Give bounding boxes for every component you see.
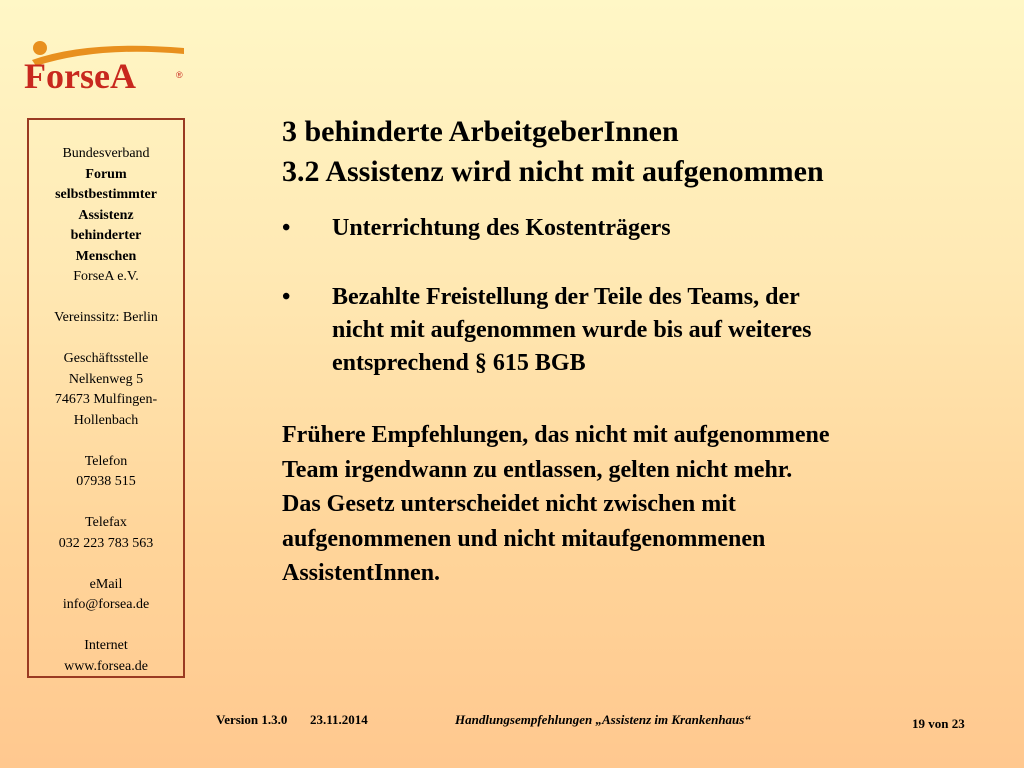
sidebar-line-phone: 07938 515 [76, 474, 136, 489]
sidebar-line-disabled: behinderter [70, 228, 142, 243]
sidebar-line-self-determined: selbstbestimmter [55, 187, 157, 202]
bullet-text: nicht mit aufgenommen wurde bis auf weiteres [332, 317, 812, 343]
sidebar-line-fax-label: Telefax [85, 515, 127, 530]
paragraph-line: Team irgendwann zu entlassen, gelten nicht mehr. [282, 456, 793, 483]
registered-mark: ® [176, 70, 183, 80]
bullet-dot: • [282, 284, 291, 310]
bullet-text: Bezahlte Freistellung der Teile des Teams, der [332, 284, 800, 310]
bullet-item [282, 281, 1002, 380]
sidebar-line-org-name: ForseA e.V. [73, 269, 139, 284]
paragraph-line: aufgenommenen und nicht mitaufgenommenen [282, 525, 766, 552]
sidebar-line-people: Menschen [75, 248, 137, 264]
slide-title [282, 112, 1002, 192]
sidebar-line-seat: Vereinssitz: Berlin [54, 310, 158, 325]
paragraph-line: Das Gesetz unterscheidet nicht zwischen mit [282, 491, 736, 517]
sidebar-line-email[interactable]: info@forsea.de [62, 597, 150, 612]
sidebar-line-forum: Forum [85, 166, 127, 182]
bullet-text: Unterrichtung des Kostenträgers [332, 215, 671, 241]
paragraph-line: Frühere Empfehlungen, das nicht mit aufgenommene [282, 422, 830, 448]
sidebar-line-assistance: Assistenz [78, 207, 134, 223]
sidebar-line-district: Hollenbach [73, 412, 139, 428]
paragraph-line: AssistentInnen. [282, 560, 441, 586]
bullet-item [282, 212, 1002, 245]
bullet-list [282, 212, 1002, 380]
page-number: 19 von 23 [912, 716, 965, 731]
logo-wordmark: ForseA [24, 56, 136, 96]
title-line-1: 3 behinderte ArbeitgeberInnen [282, 115, 679, 148]
sidebar-line-website[interactable]: www.forsea.de [64, 658, 148, 674]
body-paragraph [282, 418, 1002, 591]
bullet-text: entsprechend § 615 BGB [332, 350, 586, 376]
sidebar-line-fax: 032 223 783 563 [58, 535, 154, 551]
footer-date: 23.11.2014 [310, 712, 368, 727]
footer-version: Version 1.3.0 [216, 712, 288, 727]
sidebar-line-street: Nelkenweg 5 [68, 371, 144, 387]
title-line-2: 3.2 Assistenz wird nicht mit aufgenommen [282, 155, 824, 188]
footer-subject: Handlungsempfehlungen „Assistenz im Krankenhaus“ [455, 712, 751, 727]
forsea-logo [18, 38, 190, 96]
sidebar-line-association: Bundesverband [62, 146, 150, 161]
sidebar-line-phone-label: Telefon [84, 453, 128, 469]
sidebar-line-email-label: eMail [89, 576, 123, 592]
sidebar-line-office-label: Geschäftsstelle [63, 351, 149, 366]
sidebar-line-city: 74673 Mulfingen- [54, 392, 158, 407]
sidebar-line-internet-label: Internet [84, 638, 128, 653]
contact-sidebar [27, 118, 185, 678]
bullet-dot: • [282, 215, 291, 241]
